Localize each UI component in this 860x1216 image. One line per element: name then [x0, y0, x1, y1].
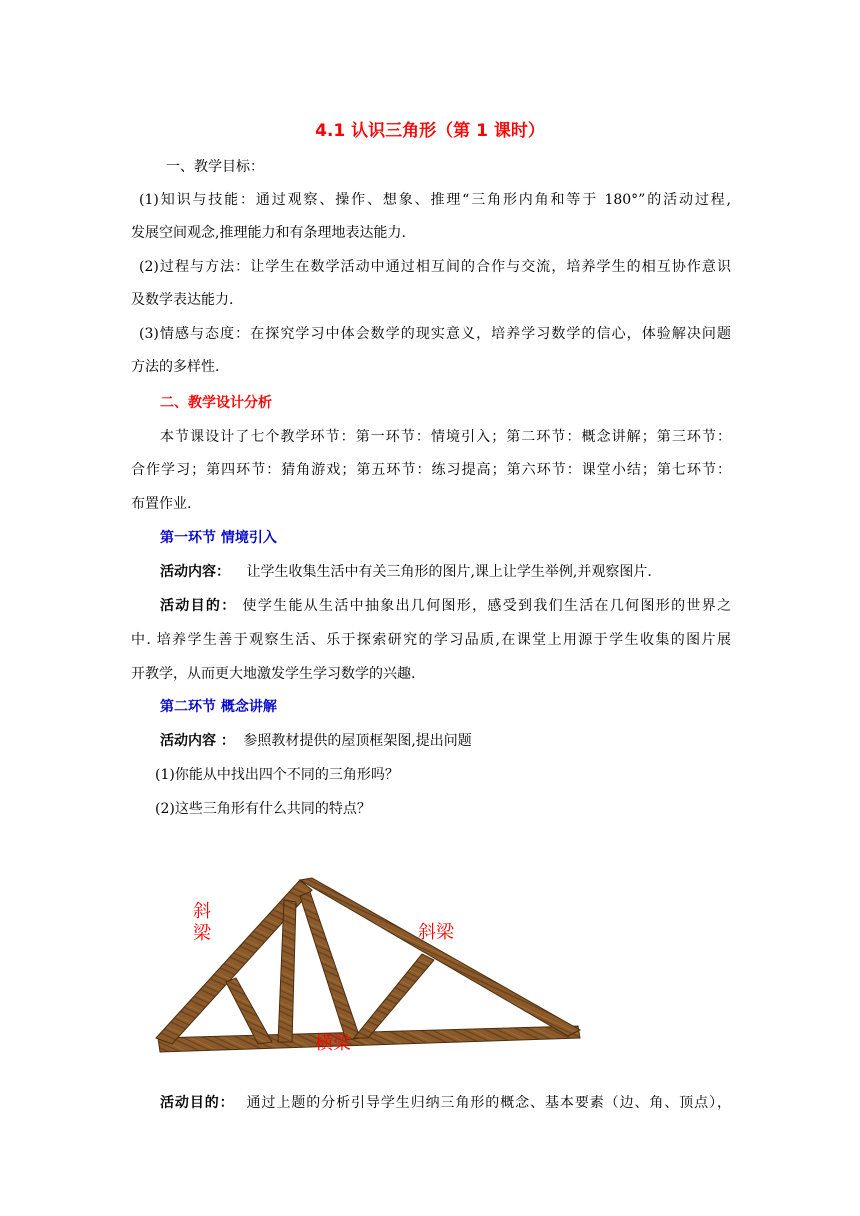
- section-2-purpose-line-1: [160, 1093, 731, 1113]
- bottom-beam-label: 横梁: [315, 1033, 351, 1054]
- right-diagonal-strut: [354, 954, 434, 1038]
- section-1-purpose-line-2: 中. 培养学生善于观察生活、乐于探索研究的学习品质,在课堂上用源于学生收集的图片展: [131, 632, 731, 648]
- design-heading: 二、教学设计分析: [160, 395, 272, 411]
- goal-1-line-1: (1)知识与技能：通过观察、操作、想象、推理“三角形内角和等于 180°”的活动过程,: [139, 192, 731, 208]
- left-short-strut: [226, 978, 272, 1044]
- left-rafter-label: 斜梁: [193, 901, 211, 944]
- design-line-2: 合作学习；第四环节：猜角游戏；第五环节：练习提高；第六环节：课堂小结；第七环节：: [131, 462, 731, 478]
- section-2-heading: 第二环节 概念讲解: [160, 699, 277, 715]
- goal-2-line-1: (2)过程与方法：让学生在数学活动中通过相互间的合作与交流，培养学生的相互协作意识: [139, 259, 731, 275]
- goal-1-line-2: 发展空间观念,推理能力和有条理地表达能力.: [131, 225, 406, 241]
- goal-3-line-2: 方法的多样性.: [131, 359, 220, 375]
- section-1-heading: 第一环节 情境引入: [160, 530, 277, 546]
- content-text: 让学生收集生活中有关三角形的图片,课上让学生举例,并观察图片.: [246, 564, 652, 580]
- content-label: 活动内容 ：: [160, 733, 235, 749]
- center-diagonal-strut: [300, 892, 360, 1040]
- content-text: 参照教材提供的屋顶框架图,提出问题: [243, 733, 472, 749]
- section-1-content: [160, 562, 760, 582]
- purpose-text: 使学生能从生活中抽象出几何图形，感受到我们生活在几何图形的世界之: [242, 598, 732, 614]
- goal-2-line-2: 及数学表达能力.: [131, 292, 234, 308]
- goals-heading: 一、教学目标：: [166, 159, 264, 175]
- purpose-label: 活动目的：: [160, 1095, 235, 1111]
- question-2: (2)这些三角形有什么共同的特点？: [155, 801, 371, 817]
- section-2-content: [160, 731, 760, 751]
- purpose-label: 活动目的：: [160, 598, 237, 614]
- question-1: (1)你能从中找出四个不同的三角形吗？: [155, 767, 399, 783]
- purpose-text: 通过上题的分析引导学生归纳三角形的概念、基本要素（边、角、顶点），: [246, 1095, 732, 1111]
- design-line-3: 布置作业.: [131, 496, 192, 512]
- page-title: 4.1 认识三角形（第 1 课时）: [315, 121, 545, 141]
- roof-truss-figure: [150, 870, 590, 1065]
- goal-3-line-1: (3)情感与态度：在探究学习中体会数学的现实意义，培养学习数学的信心，体验解决问题: [139, 326, 731, 342]
- right-rafter-label: 斜梁: [418, 922, 454, 943]
- content-label: 活动内容：: [160, 564, 230, 580]
- design-line-1: 本节课设计了七个教学环节：第一环节：情境引入；第二环节：概念讲解；第三环节：: [160, 429, 731, 445]
- section-1-purpose-line-3: 开教学，从而更大地激发学生学习数学的兴趣.: [131, 666, 416, 682]
- section-1-purpose-line-1: [160, 596, 731, 616]
